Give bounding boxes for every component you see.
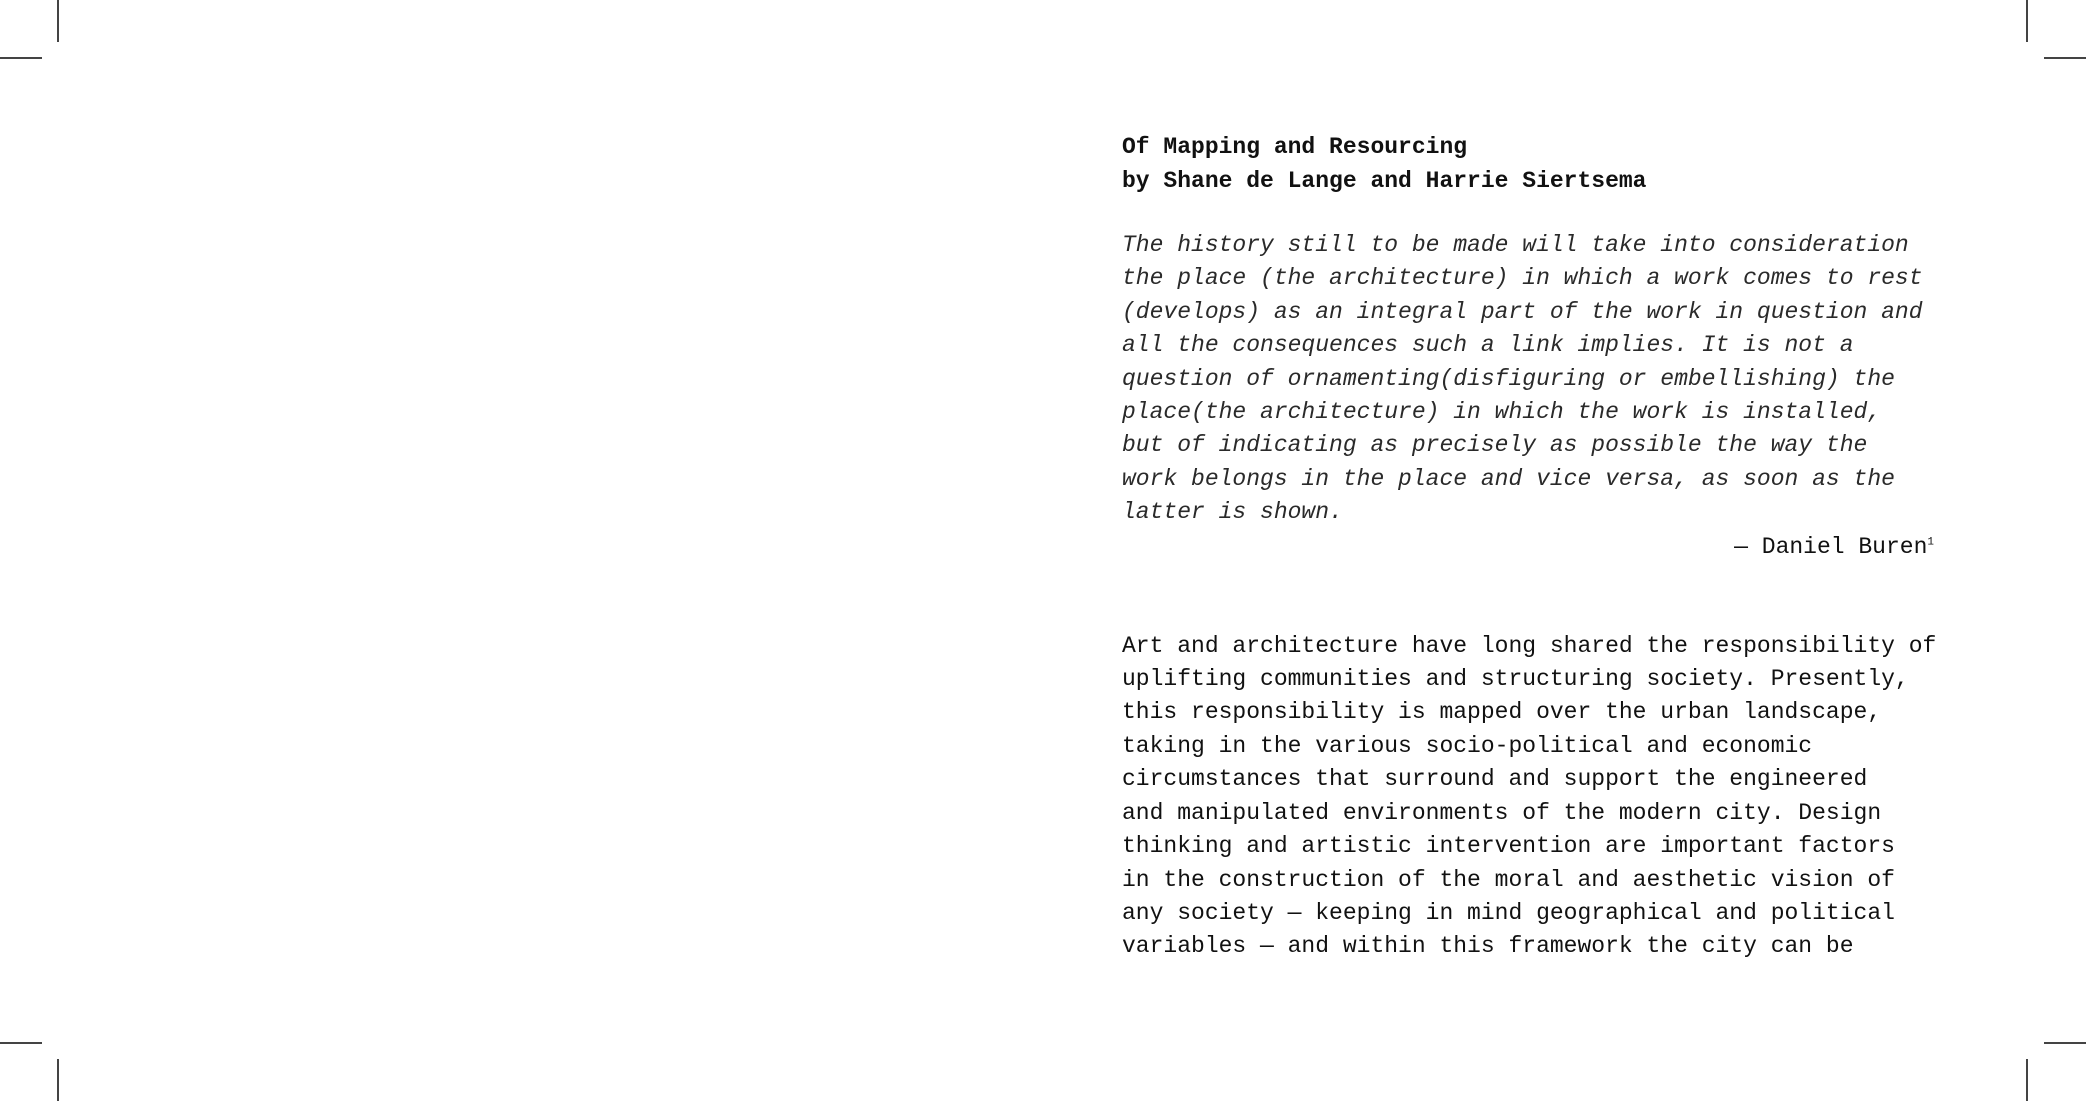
epigraph-line: but of indicating as precisely as possible the way the: [1122, 432, 1868, 459]
body-paragraph: [1122, 630, 1952, 964]
epigraph-line: place(the architecture) in which the work is installed,: [1122, 399, 1882, 426]
epigraph-attribution: [1122, 530, 1952, 564]
crop-mark-top-left-vertical: [57, 0, 59, 42]
body-line: this responsibility is mapped over the urban landscape,: [1122, 699, 1882, 726]
crop-mark-bottom-right-vertical: [2026, 1059, 2028, 1101]
crop-mark-top-right-horizontal: [2044, 57, 2086, 59]
epigraph-line: (develops) as an integral part of the work in question and: [1122, 298, 1923, 325]
body-line: variables — and within this framework the city can be: [1122, 933, 1854, 960]
body-line: in the construction of the moral and aesthetic vision of: [1122, 866, 1895, 893]
crop-mark-bottom-left-horizontal: [0, 1042, 42, 1044]
article-byline: by Shane de Lange and Harrie Siertsema: [1122, 168, 1647, 194]
epigraph-line: all the consequences such a link implies. It is not a: [1122, 332, 1854, 359]
article-header: [1122, 130, 1952, 198]
crop-mark-top-left-horizontal: [0, 57, 42, 59]
body-line: taking in the various socio-political and economic: [1122, 732, 1813, 759]
footnote-reference[interactable]: 1: [1927, 536, 1934, 548]
body-line: uplifting communities and structuring society. Presently,: [1122, 666, 1909, 693]
crop-mark-bottom-left-vertical: [57, 1059, 59, 1101]
epigraph-line: latter is shown.: [1122, 499, 1343, 526]
body-line: Art and architecture have long shared the responsibility of: [1122, 632, 1937, 659]
epigraph-line: question of ornamenting(disfiguring or embellishing) the: [1122, 365, 1895, 392]
crop-mark-top-right-vertical: [2026, 0, 2028, 42]
body-line: thinking and artistic intervention are important factors: [1122, 833, 1895, 860]
epigraph-line: work belongs in the place and vice versa, as soon as the: [1122, 465, 1895, 492]
epigraph-line: the place (the architecture) in which a work comes to rest: [1122, 265, 1923, 292]
body-line: any society — keeping in mind geographical and political: [1122, 899, 1895, 926]
attribution-text: — Daniel Buren: [1734, 533, 1928, 560]
body-line: and manipulated environments of the modern city. Design: [1122, 799, 1882, 826]
article-title: Of Mapping and Resourcing: [1122, 134, 1468, 160]
body-line: circumstances that surround and support the engineered: [1122, 766, 1868, 793]
crop-mark-bottom-right-horizontal: [2044, 1042, 2086, 1044]
article-column: [1122, 130, 1952, 964]
epigraph-line: The history still to be made will take into consideration: [1122, 232, 1909, 258]
epigraph-quote: [1122, 229, 1952, 530]
